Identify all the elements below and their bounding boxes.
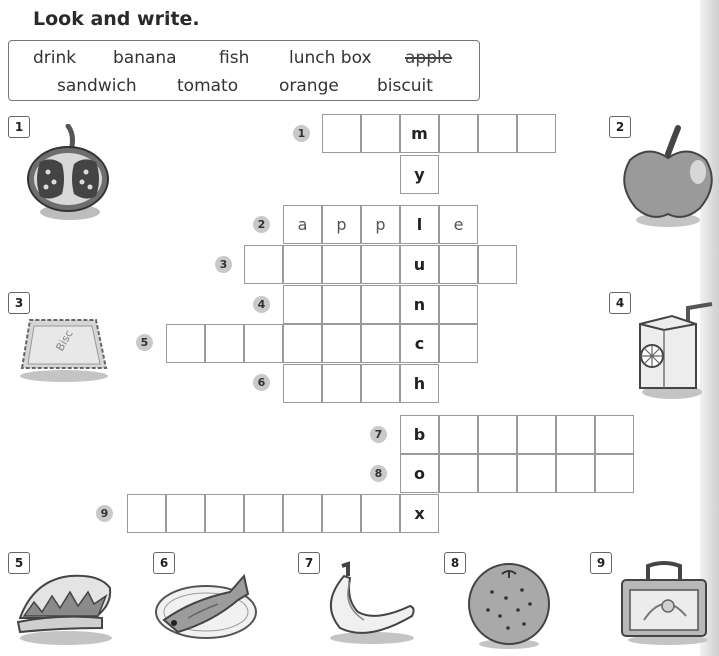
picture-number-5: 5	[8, 552, 30, 574]
crossword-cell[interactable]	[205, 494, 244, 533]
crossword-cell[interactable]	[205, 324, 244, 363]
crossword-cell[interactable]	[361, 285, 400, 324]
clue-number-2: 2	[253, 216, 270, 233]
crossword-cell[interactable]	[283, 324, 322, 363]
crossword-cell[interactable]	[361, 364, 400, 403]
crossword-cell[interactable]	[283, 494, 322, 533]
clue-number-4: 4	[253, 296, 270, 313]
crossword-cell[interactable]	[361, 494, 400, 533]
crossword-given-cell: p	[322, 205, 361, 244]
crossword-given-cell: a	[283, 205, 322, 244]
crossword-cell[interactable]	[439, 245, 478, 284]
crossword-key-cell: u	[400, 245, 439, 284]
crossword-cell[interactable]	[478, 245, 517, 284]
biscuit-icon	[12, 312, 112, 384]
clue-number-7: 7	[370, 426, 387, 443]
tomato-icon	[22, 124, 114, 224]
crossword-cell[interactable]	[556, 415, 595, 454]
crossword-cell[interactable]	[322, 494, 361, 533]
word-tomato: tomato	[177, 76, 239, 96]
crossword-cell[interactable]	[478, 415, 517, 454]
page-title: Look and write.	[33, 8, 200, 30]
clue-number-3: 3	[215, 256, 232, 273]
word-bank	[8, 40, 480, 101]
crossword-cell[interactable]	[283, 285, 322, 324]
crossword-cell[interactable]	[322, 324, 361, 363]
crossword-key-cell: b	[400, 415, 439, 454]
crossword-cell[interactable]	[283, 245, 322, 284]
picture-number-3: 3	[8, 292, 30, 314]
crossword-cell[interactable]	[478, 114, 517, 153]
crossword-cell[interactable]	[361, 114, 400, 153]
crossword-cell[interactable]	[322, 114, 361, 153]
picture-number-8: 8	[444, 552, 466, 574]
fish-icon	[152, 560, 258, 646]
picture-number-2: 2	[609, 116, 631, 138]
crossword-cell[interactable]	[244, 245, 283, 284]
crossword-key-cell: n	[400, 285, 439, 324]
lunch-box-icon	[614, 560, 714, 646]
word-sandwich: sandwich	[57, 76, 137, 96]
crossword-cell[interactable]	[322, 364, 361, 403]
crossword-cell[interactable]	[361, 245, 400, 284]
word-biscuit: biscuit	[377, 76, 433, 96]
picture-number-1: 1	[8, 116, 30, 138]
clue-number-5: 5	[136, 334, 153, 351]
orange-icon	[462, 560, 556, 650]
crossword-cell[interactable]	[595, 415, 634, 454]
clue-number-1: 1	[293, 125, 310, 142]
crossword-cell[interactable]	[244, 324, 283, 363]
word-lunch-box: lunch box	[289, 48, 372, 68]
crossword-cell[interactable]	[244, 494, 283, 533]
crossword-cell[interactable]	[322, 285, 361, 324]
crossword-key-cell: m	[400, 114, 439, 153]
svg-text:Bisc: Bisc	[53, 327, 76, 354]
word-apple-crossed: apple	[405, 48, 453, 68]
picture-number-9: 9	[590, 552, 612, 574]
crossword-cell[interactable]	[517, 415, 556, 454]
clue-number-6: 6	[253, 374, 270, 391]
crossword-cell[interactable]	[556, 454, 595, 493]
word-orange: orange	[279, 76, 339, 96]
crossword-cell[interactable]	[439, 454, 478, 493]
banana-icon	[316, 560, 420, 646]
picture-number-7: 7	[298, 552, 320, 574]
crossword-cell[interactable]	[517, 114, 556, 153]
drink-carton-icon	[632, 300, 718, 400]
crossword-given-cell: p	[361, 205, 400, 244]
word-banana: banana	[113, 48, 177, 68]
picture-number-6: 6	[153, 552, 175, 574]
crossword-cell[interactable]	[322, 245, 361, 284]
crossword-cell[interactable]	[166, 494, 205, 533]
crossword-key-cell: h	[400, 364, 439, 403]
crossword-key-cell: l	[400, 205, 439, 244]
crossword-key-cell: c	[400, 324, 439, 363]
crossword-given-cell: e	[439, 205, 478, 244]
crossword-cell[interactable]	[478, 454, 517, 493]
clue-number-9: 9	[96, 505, 113, 522]
crossword-cell[interactable]	[361, 324, 400, 363]
crossword-key-cell: x	[400, 494, 439, 533]
crossword-cell[interactable]	[127, 494, 166, 533]
clue-number-8: 8	[370, 465, 387, 482]
crossword-key-cell: o	[400, 454, 439, 493]
crossword-cell[interactable]	[283, 364, 322, 403]
sandwich-icon	[14, 566, 118, 646]
picture-number-4: 4	[609, 292, 631, 314]
crossword-cell[interactable]	[439, 415, 478, 454]
crossword-cell[interactable]	[166, 324, 205, 363]
crossword-cell[interactable]	[517, 454, 556, 493]
crossword-cell[interactable]	[439, 285, 478, 324]
crossword-cell[interactable]	[439, 324, 478, 363]
crossword-key-cell: y	[400, 155, 439, 194]
crossword-cell[interactable]	[595, 454, 634, 493]
crossword-cell[interactable]	[439, 114, 478, 153]
word-drink: drink	[33, 48, 77, 68]
apple-icon	[618, 124, 718, 228]
word-fish: fish	[219, 48, 250, 68]
